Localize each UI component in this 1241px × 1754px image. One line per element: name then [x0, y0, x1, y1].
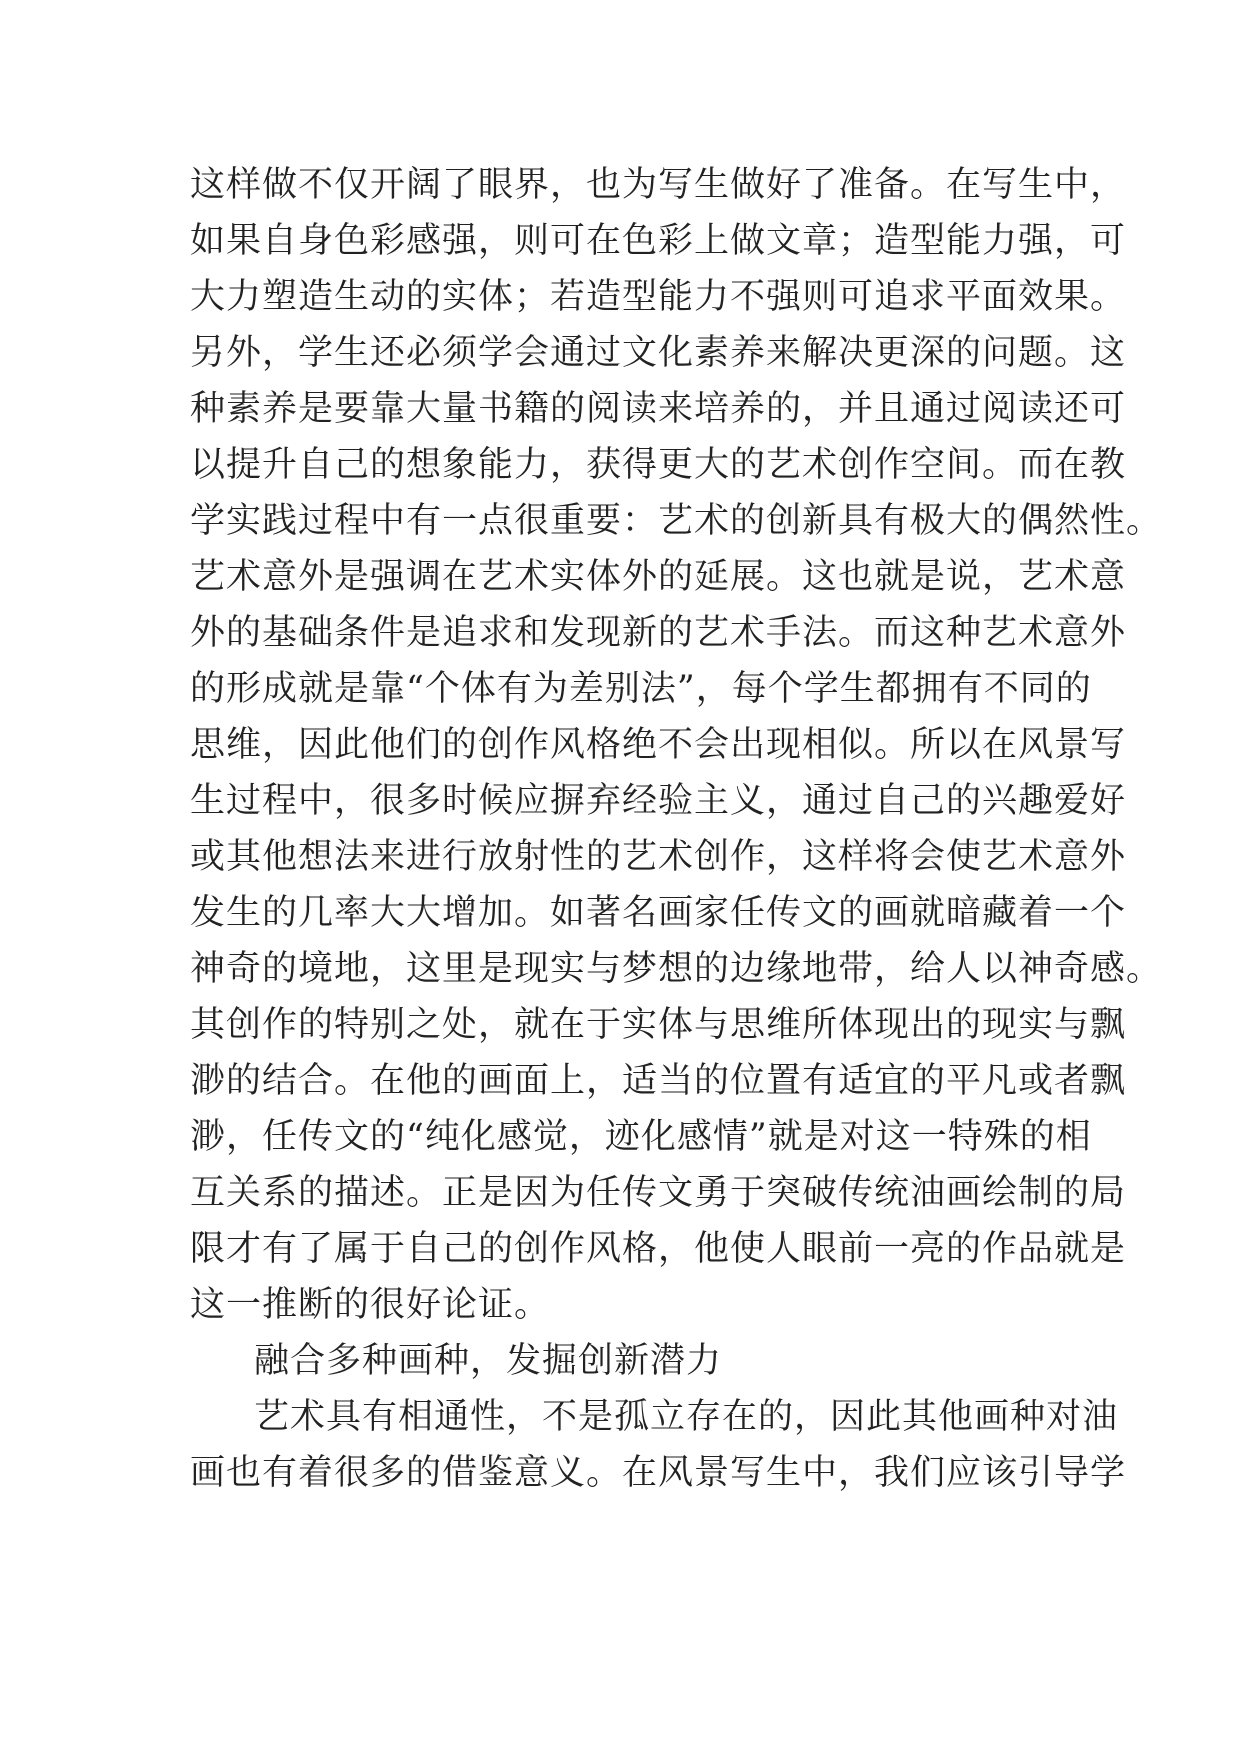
- text-line: 另外，学生还必须学会通过文化素养来解决更深的问题。这: [190, 333, 1127, 373]
- text-line: 学实践过程中有一点很重要：艺术的创新具有极大的偶然性。: [190, 501, 1163, 541]
- text-line: 艺术意外是强调在艺术实体外的延展。这也就是说，艺术意: [190, 557, 1127, 597]
- text-line: 画也有着很多的借鉴意义。在风景写生中，我们应该引导学: [190, 1453, 1127, 1493]
- text-line: 思维，因此他们的创作风格绝不会出现相似。所以在风景写: [190, 725, 1127, 765]
- text-line: 这一推断的很好论证。: [190, 1285, 551, 1325]
- text-line: 的形成就是靠“个体有为差别法”，每个学生都拥有不同的: [190, 669, 1092, 709]
- text-line: 大力塑造生动的实体；若造型能力不强则可追求平面效果。: [190, 277, 1127, 317]
- text-line: 种素养是要靠大量书籍的阅读来培养的，并且通过阅读还可: [190, 389, 1127, 429]
- text-line: 以提升自己的想象能力，获得更大的艺术创作空间。而在教: [190, 445, 1127, 485]
- text-line: 或其他想法来进行放射性的艺术创作，这样将会使艺术意外: [190, 837, 1127, 877]
- text-line: 其创作的特别之处，就在于实体与思维所体现出的现实与飘: [190, 1005, 1127, 1045]
- text-line: 神奇的境地，这里是现实与梦想的边缘地带，给人以神奇感。: [190, 949, 1163, 989]
- text-line: 发生的几率大大增加。如著名画家任传文的画就暗藏着一个: [190, 893, 1127, 933]
- text-line: 互关系的描述。正是因为任传文勇于突破传统油画绘制的局: [190, 1173, 1127, 1213]
- text-line: 限才有了属于自己的创作风格，他使人眼前一亮的作品就是: [190, 1229, 1127, 1269]
- text-line: 艺术具有相通性，不是孤立存在的，因此其他画种对油: [254, 1397, 1119, 1437]
- text-line: 渺的结合。在他的画面上，适当的位置有适宜的平凡或者飘: [190, 1061, 1127, 1101]
- text-line: 生过程中，很多时候应摒弃经验主义，通过自己的兴趣爱好: [190, 781, 1127, 821]
- text-line: 如果自身色彩感强，则可在色彩上做文章；造型能力强，可: [190, 221, 1127, 261]
- section-heading: 融合多种画种，发掘创新潜力: [254, 1341, 723, 1381]
- text-line: 外的基础条件是追求和发现新的艺术手法。而这种艺术意外: [190, 613, 1127, 653]
- text-line: 渺，任传文的“纯化感觉，迹化感情”就是对这一特殊的相: [190, 1117, 1092, 1157]
- body-text: [190, 157, 1163, 1501]
- text-line: 这样做不仅开阔了眼界，也为写生做好了准备。在写生中，: [190, 165, 1127, 205]
